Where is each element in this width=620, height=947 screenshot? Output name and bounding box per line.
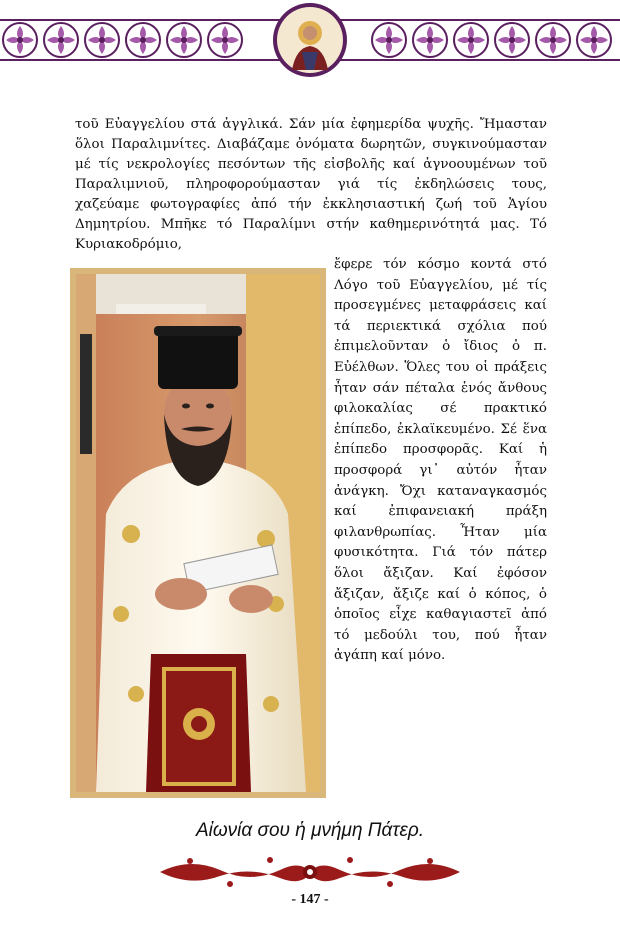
fleur-motif-icon	[577, 23, 611, 57]
fleur-motif-icon	[126, 23, 160, 57]
priest-portrait-photo	[76, 274, 320, 792]
body-paragraph-top: τοῦ Εὐαγγελίου στά ἀγγλικά. Σάν μία ἐφημερίδα ψυχῆς. Ἤμασταν ὅλοι Παραλιμνίτες. Διαβάζαμε ὀνόματα δωρητῶν, συγκινούμασταν μέ τίς νεκρολογίες πεσόντων τῆς εἰσβολῆς καί ἀγνοουμένων τοῦ Παραλιμνιοῦ, πληροφορούμασταν γιά τίς ἐκδηλώσεις τους, χαζεύαμε φωτογραφίες ἀπό τήν ἐκκλησιαστική ζωή τοῦ Ἁγίου Δημητρίου. Μπῆκε τό Παραλίμνι στήν καθημερινότητά μας. Τό Κυριακοδρόμιο,	[75, 117, 547, 252]
fleur-motif-icon	[413, 23, 447, 57]
photo-frame	[70, 268, 326, 798]
fleur-motif-icon	[44, 23, 78, 57]
saint-icon-medallion	[273, 3, 347, 77]
fleur-motif-icon	[208, 23, 242, 57]
body-paragraph-side: ἔφερε τόν κόσμο κοντά στό Λόγο τοῦ Εὐαγγελίου, μέ τίς προσεγμένες μεταφράσεις καί τά περιεκτικά σχόλια πού ἐπιμελοῦνταν ὁ ἴδιος ὁ π. Εὐέλθων. Ὅλες του οἱ πράξεις ἦταν σάν πέταλα ἑνός ἄνθους φιλοκαλίας σέ πρακτικό ἐπίπεδο, ἐκλαϊκευμένο. Σέ ἕνα ἐπίπεδο προσφορᾶς. Καί ἡ προσφορά γι᾽ αὐτόν ἦταν ἀνάγκη. Ὄχι καταναγκασμός καί ἐπιφανειακή πράξη φιλανθρωπίας. Ἦταν μία φυσικότητα. Γιά τόν πάτερ ὅλοι ἄξιζαν. Καί ἐφόσον ἄξιζαν, ἄξιζε καί ὁ κόπος, ὁ ὁποῖος εἶχε καθαγιαστεῖ ἀπό τό μεδούλι του, πού ἦταν ἀγάπη καί μόνο.	[334, 257, 547, 664]
fleur-motif-icon	[167, 23, 201, 57]
fleur-motif-icon	[3, 23, 37, 57]
fleur-motif-icon	[454, 23, 488, 57]
top-ornament-border	[0, 0, 620, 80]
fleur-motif-icon	[536, 23, 570, 57]
fleur-motif-icon	[372, 23, 406, 57]
fleur-motif-icon	[85, 23, 119, 57]
memorial-caption: Αἰωνία σου ἡ μνήμη Πάτερ.	[195, 820, 425, 841]
fleur-motif-icon	[495, 23, 529, 57]
red-floral-ornament-icon	[150, 852, 470, 892]
page-number: - 147 -	[291, 892, 329, 907]
